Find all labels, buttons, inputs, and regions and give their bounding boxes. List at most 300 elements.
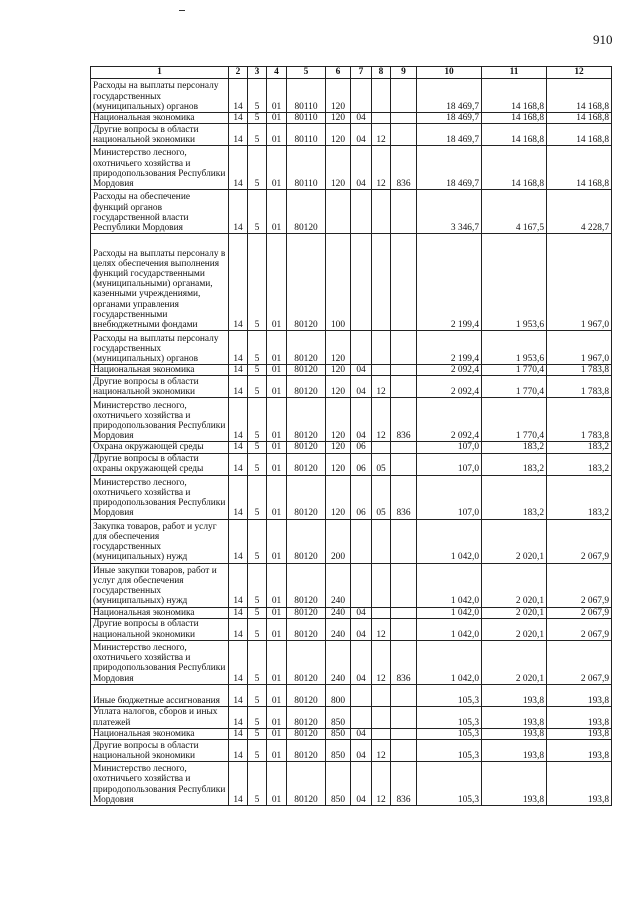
cell-code: 14	[229, 79, 248, 113]
cell-code	[391, 706, 417, 728]
cell-code: 04	[351, 365, 372, 376]
cell-code	[372, 684, 391, 706]
cell-code: 12	[372, 376, 391, 398]
row-name: Министерство лесного, охотничьего хозяйства и природопользования Республики Мордовия	[91, 475, 229, 519]
cell-code	[351, 706, 372, 728]
cell-code: 12	[372, 618, 391, 640]
cell-amount: 193,8	[482, 762, 547, 806]
cell-code	[372, 234, 391, 331]
table-row	[91, 113, 612, 124]
cell-code: 120	[326, 146, 351, 190]
cell-code: 14	[229, 618, 248, 640]
budget-table	[90, 66, 612, 806]
cell-code: 100	[326, 234, 351, 331]
cell-code: 14	[229, 453, 248, 475]
table-row	[91, 475, 612, 519]
cell-code: 80110	[287, 124, 326, 146]
cell-code: 12	[372, 762, 391, 806]
cell-amount: 193,8	[547, 762, 612, 806]
cell-code: 80120	[287, 563, 326, 607]
cell-code: 5	[248, 190, 267, 234]
cell-amount: 107,0	[417, 442, 482, 453]
cell-code: 80120	[287, 453, 326, 475]
table-row	[91, 453, 612, 475]
cell-code: 5	[248, 79, 267, 113]
cell-code	[372, 190, 391, 234]
cell-code: 80120	[287, 365, 326, 376]
row-name: Другие вопросы в области охраны окружающей среды	[91, 453, 229, 475]
cell-code: 01	[267, 684, 287, 706]
table-row	[91, 706, 612, 728]
cell-code: 850	[326, 762, 351, 806]
row-name: Иные закупки товаров, работ и услуг для обеспечения государственных (муниципальных) нужд	[91, 563, 229, 607]
cell-code: 12	[372, 146, 391, 190]
cell-code	[391, 618, 417, 640]
cell-amount: 193,8	[547, 684, 612, 706]
cell-code: 04	[351, 607, 372, 618]
cell-amount: 4 228,7	[547, 190, 612, 234]
cell-amount: 18 469,7	[417, 124, 482, 146]
cell-code: 5	[248, 113, 267, 124]
row-name: Министерство лесного, охотничьего хозяйства и природопользования Республики Мордовия	[91, 146, 229, 190]
cell-code: 80120	[287, 442, 326, 453]
cell-code: 01	[267, 762, 287, 806]
cell-amount: 183,2	[482, 475, 547, 519]
row-name: Национальная экономика	[91, 728, 229, 739]
cell-code	[372, 607, 391, 618]
cell-code: 14	[229, 442, 248, 453]
cell-code	[391, 607, 417, 618]
cell-amount: 1 967,0	[547, 234, 612, 331]
cell-code	[391, 113, 417, 124]
cell-code	[391, 453, 417, 475]
cell-code	[351, 563, 372, 607]
cell-code: 5	[248, 740, 267, 762]
cell-code: 240	[326, 618, 351, 640]
table-row	[91, 728, 612, 739]
row-name: Другие вопросы в области национальной экономики	[91, 618, 229, 640]
cell-amount: 193,8	[482, 740, 547, 762]
cell-code: 01	[267, 331, 287, 365]
cell-code	[391, 728, 417, 739]
row-name: Другие вопросы в области национальной экономики	[91, 124, 229, 146]
cell-code: 5	[248, 398, 267, 442]
cell-amount: 105,3	[417, 706, 482, 728]
cell-code: 06	[351, 475, 372, 519]
cell-code: 14	[229, 640, 248, 684]
cell-code: 5	[248, 706, 267, 728]
cell-amount: 183,2	[547, 475, 612, 519]
cell-code: 14	[229, 475, 248, 519]
table-row	[91, 190, 612, 234]
cell-code: 12	[372, 640, 391, 684]
cell-code: 5	[248, 453, 267, 475]
cell-amount: 3 346,7	[417, 190, 482, 234]
table-row	[91, 607, 612, 618]
cell-code: 01	[267, 740, 287, 762]
cell-code: 80120	[287, 519, 326, 563]
cell-code: 14	[229, 113, 248, 124]
cell-code	[391, 234, 417, 331]
page-mark	[179, 10, 185, 11]
page-number: 910	[593, 32, 613, 47]
cell-code: 06	[351, 453, 372, 475]
cell-amount: 14 168,8	[547, 146, 612, 190]
table-row	[91, 124, 612, 146]
cell-code: 5	[248, 563, 267, 607]
cell-code: 80120	[287, 640, 326, 684]
cell-code	[372, 519, 391, 563]
cell-code: 04	[351, 762, 372, 806]
cell-amount: 2 067,9	[547, 563, 612, 607]
col-header: 2	[229, 67, 248, 79]
cell-code: 80120	[287, 762, 326, 806]
cell-code: 05	[372, 475, 391, 519]
cell-amount: 1 967,0	[547, 331, 612, 365]
cell-amount: 1 783,8	[547, 365, 612, 376]
cell-code: 850	[326, 728, 351, 739]
cell-amount: 1 042,0	[417, 563, 482, 607]
row-name: Расходы на выплаты персоналу в целях обеспечения выполнения функций государственными (муниципальными) органами, казенными учреждениями, органами управления государственными внебюджетными фондами	[91, 234, 229, 331]
cell-code	[391, 740, 417, 762]
cell-code	[391, 331, 417, 365]
cell-code: 80120	[287, 376, 326, 398]
cell-code: 01	[267, 146, 287, 190]
cell-code: 836	[391, 146, 417, 190]
row-name: Охрана окружающей среды	[91, 442, 229, 453]
cell-code: 836	[391, 640, 417, 684]
cell-amount: 1 953,6	[482, 234, 547, 331]
cell-code: 01	[267, 398, 287, 442]
cell-code: 14	[229, 146, 248, 190]
cell-amount: 2 092,4	[417, 376, 482, 398]
cell-code: 01	[267, 442, 287, 453]
cell-amount: 193,8	[482, 706, 547, 728]
cell-code	[391, 190, 417, 234]
row-name: Другие вопросы в области национальной экономики	[91, 740, 229, 762]
cell-amount: 18 469,7	[417, 146, 482, 190]
cell-code: 01	[267, 234, 287, 331]
cell-code: 01	[267, 706, 287, 728]
cell-code	[391, 684, 417, 706]
col-header: 7	[351, 67, 372, 79]
table-header-row	[91, 67, 612, 79]
cell-code: 120	[326, 331, 351, 365]
cell-code: 836	[391, 475, 417, 519]
cell-code: 80120	[287, 331, 326, 365]
table-body	[91, 79, 612, 806]
cell-code	[351, 234, 372, 331]
row-name: Министерство лесного, охотничьего хозяйства и природопользования Республики Мордовия	[91, 398, 229, 442]
cell-amount: 14 168,8	[482, 146, 547, 190]
cell-amount: 14 168,8	[547, 113, 612, 124]
cell-amount: 183,2	[547, 453, 612, 475]
cell-code	[372, 442, 391, 453]
table-row	[91, 331, 612, 365]
cell-code: 836	[391, 398, 417, 442]
cell-code: 120	[326, 113, 351, 124]
cell-code: 80120	[287, 475, 326, 519]
cell-code: 5	[248, 365, 267, 376]
cell-amount: 14 168,8	[482, 113, 547, 124]
cell-code: 800	[326, 684, 351, 706]
col-header: 3	[248, 67, 267, 79]
cell-amount: 2 092,4	[417, 365, 482, 376]
row-name: Другие вопросы в области национальной экономики	[91, 376, 229, 398]
cell-amount: 105,3	[417, 684, 482, 706]
cell-code	[351, 331, 372, 365]
cell-code: 80120	[287, 706, 326, 728]
cell-amount: 105,3	[417, 740, 482, 762]
row-name: Министерство лесного, охотничьего хозяйства и природопользования Республики Мордовия	[91, 640, 229, 684]
col-header: 6	[326, 67, 351, 79]
table-row	[91, 146, 612, 190]
cell-code: 80110	[287, 79, 326, 113]
cell-code: 01	[267, 475, 287, 519]
cell-code: 12	[372, 740, 391, 762]
cell-amount: 1 770,4	[482, 365, 547, 376]
cell-code: 04	[351, 113, 372, 124]
cell-amount: 1 770,4	[482, 398, 547, 442]
cell-code	[391, 563, 417, 607]
cell-code: 80120	[287, 398, 326, 442]
cell-amount: 2 020,1	[482, 640, 547, 684]
row-name: Министерство лесного, охотничьего хозяйства и природопользования Республики Мордовия	[91, 762, 229, 806]
cell-amount: 2 067,9	[547, 519, 612, 563]
table-row	[91, 398, 612, 442]
cell-code	[326, 190, 351, 234]
table-row	[91, 762, 612, 806]
cell-code: 14	[229, 331, 248, 365]
cell-amount: 2 199,4	[417, 234, 482, 331]
cell-code	[351, 519, 372, 563]
cell-code: 14	[229, 190, 248, 234]
cell-amount: 14 168,8	[482, 79, 547, 113]
row-name: Закупка товаров, работ и услуг для обеспечения государственных (муниципальных) нужд	[91, 519, 229, 563]
cell-code: 5	[248, 376, 267, 398]
cell-amount: 1 042,0	[417, 519, 482, 563]
cell-code: 850	[326, 740, 351, 762]
cell-code	[391, 365, 417, 376]
row-name: Уплата налогов, сборов и иных платежей	[91, 706, 229, 728]
cell-amount: 2 092,4	[417, 398, 482, 442]
cell-code: 04	[351, 376, 372, 398]
cell-amount: 183,2	[547, 442, 612, 453]
cell-code: 01	[267, 519, 287, 563]
cell-code: 01	[267, 453, 287, 475]
col-header: 5	[287, 67, 326, 79]
row-name: Национальная экономика	[91, 113, 229, 124]
cell-code: 80120	[287, 618, 326, 640]
cell-code: 5	[248, 607, 267, 618]
cell-amount: 193,8	[547, 740, 612, 762]
cell-code: 80120	[287, 728, 326, 739]
cell-amount: 193,8	[482, 728, 547, 739]
cell-amount: 2 067,9	[547, 618, 612, 640]
cell-code	[372, 331, 391, 365]
cell-code	[372, 563, 391, 607]
cell-code: 12	[372, 398, 391, 442]
cell-code: 04	[351, 398, 372, 442]
cell-code: 5	[248, 124, 267, 146]
cell-amount: 183,2	[482, 453, 547, 475]
cell-code: 01	[267, 79, 287, 113]
cell-code: 01	[267, 124, 287, 146]
cell-amount: 18 469,7	[417, 113, 482, 124]
cell-code: 04	[351, 146, 372, 190]
cell-code: 14	[229, 124, 248, 146]
cell-code: 14	[229, 519, 248, 563]
cell-code: 5	[248, 640, 267, 684]
cell-amount: 4 167,5	[482, 190, 547, 234]
cell-code	[391, 79, 417, 113]
cell-code: 01	[267, 640, 287, 684]
cell-amount: 105,3	[417, 728, 482, 739]
row-name: Расходы на обеспечение функций органов государственной власти Республики Мордовия	[91, 190, 229, 234]
cell-code: 5	[248, 146, 267, 190]
cell-amount: 1 783,8	[547, 398, 612, 442]
row-name: Расходы на выплаты персоналу государственных (муниципальных) органов	[91, 79, 229, 113]
cell-code: 01	[267, 113, 287, 124]
cell-code: 200	[326, 519, 351, 563]
cell-amount: 14 168,8	[547, 79, 612, 113]
table-row	[91, 442, 612, 453]
cell-amount: 105,3	[417, 762, 482, 806]
cell-amount: 1 042,0	[417, 618, 482, 640]
table-row	[91, 519, 612, 563]
col-header: 10	[417, 67, 482, 79]
table-row	[91, 640, 612, 684]
cell-code: 01	[267, 607, 287, 618]
cell-code	[372, 365, 391, 376]
cell-code: 240	[326, 563, 351, 607]
table-row	[91, 79, 612, 113]
cell-code: 05	[372, 453, 391, 475]
cell-code: 836	[391, 762, 417, 806]
cell-code: 80110	[287, 146, 326, 190]
table-row	[91, 365, 612, 376]
col-header: 11	[482, 67, 547, 79]
cell-code: 80120	[287, 234, 326, 331]
cell-amount: 1 042,0	[417, 640, 482, 684]
cell-code: 5	[248, 475, 267, 519]
cell-code: 5	[248, 234, 267, 331]
cell-code: 5	[248, 762, 267, 806]
cell-amount: 193,8	[547, 728, 612, 739]
col-header: 9	[391, 67, 417, 79]
cell-code: 850	[326, 706, 351, 728]
cell-code: 5	[248, 519, 267, 563]
row-name: Национальная экономика	[91, 607, 229, 618]
cell-amount: 1 953,6	[482, 331, 547, 365]
cell-amount: 2 020,1	[482, 519, 547, 563]
cell-code	[391, 442, 417, 453]
cell-amount: 193,8	[547, 706, 612, 728]
cell-code: 14	[229, 728, 248, 739]
cell-code	[372, 113, 391, 124]
cell-amount: 1 042,0	[417, 607, 482, 618]
cell-code: 01	[267, 728, 287, 739]
cell-code: 14	[229, 365, 248, 376]
cell-code: 120	[326, 124, 351, 146]
cell-code: 120	[326, 475, 351, 519]
cell-code: 04	[351, 740, 372, 762]
cell-code: 120	[326, 453, 351, 475]
cell-amount: 2 067,9	[547, 607, 612, 618]
cell-amount: 107,0	[417, 475, 482, 519]
cell-amount: 183,2	[482, 442, 547, 453]
cell-code	[351, 190, 372, 234]
cell-code: 04	[351, 618, 372, 640]
cell-code: 80120	[287, 740, 326, 762]
cell-code: 80120	[287, 607, 326, 618]
cell-code: 14	[229, 762, 248, 806]
cell-code: 14	[229, 706, 248, 728]
cell-code: 01	[267, 190, 287, 234]
cell-code	[372, 728, 391, 739]
table-row	[91, 740, 612, 762]
table-row	[91, 563, 612, 607]
cell-code: 01	[267, 365, 287, 376]
cell-amount: 1 783,8	[547, 376, 612, 398]
cell-code: 120	[326, 376, 351, 398]
col-header: 1	[91, 67, 229, 79]
cell-amount: 2 199,4	[417, 331, 482, 365]
cell-amount: 2 067,9	[547, 640, 612, 684]
cell-code: 14	[229, 607, 248, 618]
cell-amount: 14 168,8	[482, 124, 547, 146]
cell-amount: 107,0	[417, 453, 482, 475]
cell-code: 12	[372, 124, 391, 146]
cell-code: 01	[267, 618, 287, 640]
cell-code: 120	[326, 79, 351, 113]
cell-amount: 2 020,1	[482, 607, 547, 618]
cell-code	[391, 376, 417, 398]
cell-code: 5	[248, 684, 267, 706]
cell-code: 5	[248, 728, 267, 739]
cell-code: 01	[267, 376, 287, 398]
table-row	[91, 376, 612, 398]
cell-amount: 2 020,1	[482, 563, 547, 607]
cell-code	[391, 519, 417, 563]
cell-code	[372, 79, 391, 113]
cell-code: 14	[229, 234, 248, 331]
cell-code: 14	[229, 740, 248, 762]
col-header: 8	[372, 67, 391, 79]
row-name: Национальная экономика	[91, 365, 229, 376]
cell-amount: 193,8	[482, 684, 547, 706]
table-row	[91, 618, 612, 640]
cell-code: 120	[326, 398, 351, 442]
table-row	[91, 684, 612, 706]
cell-code	[372, 706, 391, 728]
cell-code: 80120	[287, 190, 326, 234]
cell-code: 5	[248, 331, 267, 365]
cell-code: 5	[248, 618, 267, 640]
cell-code	[351, 79, 372, 113]
cell-code: 120	[326, 365, 351, 376]
cell-amount: 1 770,4	[482, 376, 547, 398]
cell-code: 14	[229, 376, 248, 398]
cell-amount: 14 168,8	[547, 124, 612, 146]
row-name: Расходы на выплаты персоналу государственных (муниципальных) органов	[91, 331, 229, 365]
cell-code: 240	[326, 607, 351, 618]
cell-code: 01	[267, 563, 287, 607]
cell-code: 14	[229, 563, 248, 607]
col-header: 12	[547, 67, 612, 79]
cell-code: 80110	[287, 113, 326, 124]
cell-code: 04	[351, 640, 372, 684]
